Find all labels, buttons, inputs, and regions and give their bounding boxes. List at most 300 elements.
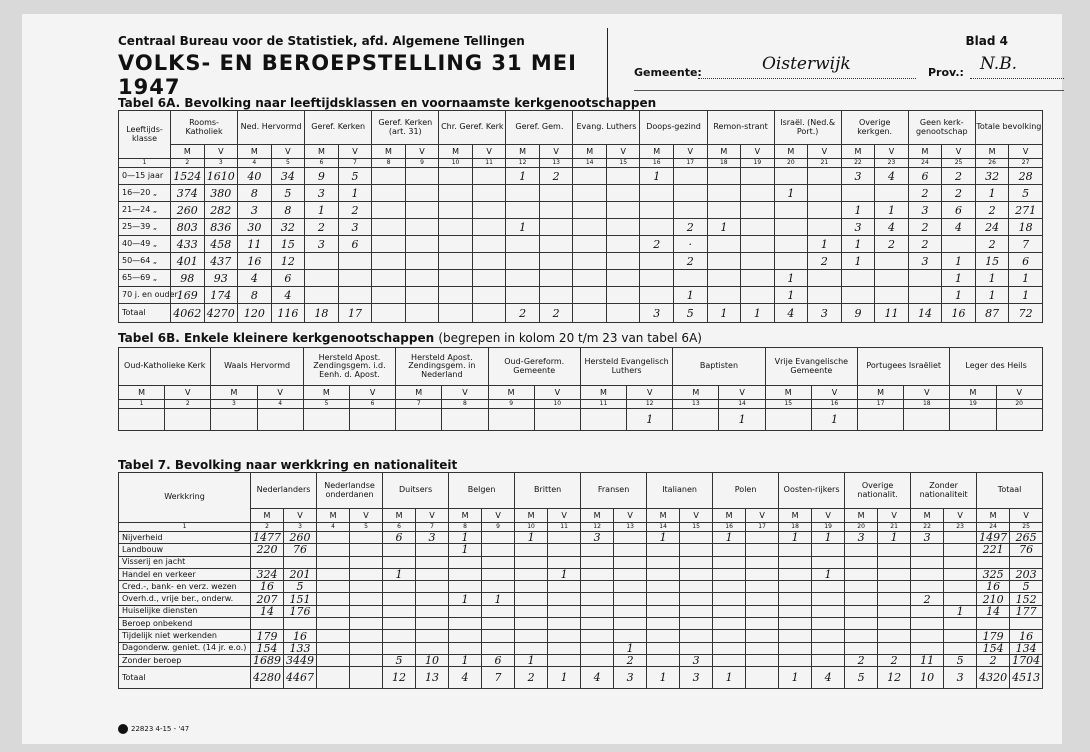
cell: 2 <box>878 654 911 666</box>
cell: 93 <box>204 270 238 287</box>
sex-header: V <box>1009 145 1043 159</box>
column-number: 9 <box>405 159 439 168</box>
cell <box>284 556 317 568</box>
sex-header: V <box>539 145 573 159</box>
cell <box>284 618 317 630</box>
sheet-number: Blad 4 <box>965 34 1008 48</box>
cell: 207 <box>251 593 284 605</box>
column-number: 1 <box>119 400 165 409</box>
cell: 2 <box>975 236 1009 253</box>
werkkring-row <box>119 544 1043 556</box>
cell <box>573 253 607 270</box>
cell <box>257 409 303 431</box>
header-divider <box>607 28 608 106</box>
cell <box>911 618 944 630</box>
sex-header: V <box>674 145 708 159</box>
werkkring-row <box>119 642 1043 654</box>
cell <box>449 581 482 593</box>
cell: 133 <box>284 642 317 654</box>
cell <box>647 605 680 617</box>
cell <box>449 605 482 617</box>
cell: 5 <box>271 185 305 202</box>
cell <box>845 630 878 642</box>
group-header: Oud-Gereform. Gemeente <box>488 348 580 386</box>
row-label: 40—49 „ <box>119 236 171 253</box>
cell <box>875 270 909 287</box>
group-header: Rooms-Katholiek <box>171 111 238 145</box>
group-header: Duitsers <box>383 473 449 509</box>
header-row-sex <box>119 145 1043 159</box>
header-row-groups <box>119 348 1043 386</box>
cell: 1 <box>875 202 909 219</box>
cell: 2 <box>845 654 878 666</box>
sex-header: M <box>911 509 944 523</box>
cell: 1 <box>515 532 548 544</box>
cell <box>439 304 473 323</box>
cell: 437 <box>204 253 238 270</box>
cell: 1 <box>338 185 372 202</box>
cell <box>317 654 350 666</box>
cell: 179 <box>251 630 284 642</box>
cell <box>640 219 674 236</box>
cell <box>707 287 741 304</box>
cell: 9 <box>305 168 339 185</box>
cell <box>713 605 746 617</box>
sex-header: V <box>349 386 395 400</box>
cell <box>680 618 713 630</box>
header-row-sex <box>119 386 1043 400</box>
cell: 1 <box>674 287 708 304</box>
row-label: Overh.d., vrije ber., onderw. <box>119 593 251 605</box>
cell <box>350 581 383 593</box>
cell <box>439 236 473 253</box>
cell: 4513 <box>1010 667 1043 689</box>
header-rule <box>634 90 1064 91</box>
sex-header: M <box>305 145 339 159</box>
cell: 3 <box>908 202 942 219</box>
column-number: 16 <box>811 400 857 409</box>
cell <box>515 642 548 654</box>
cell <box>539 270 573 287</box>
cell: 5 <box>1010 581 1043 593</box>
cell: 5 <box>845 667 878 689</box>
cell: 1689 <box>251 654 284 666</box>
cell <box>482 605 515 617</box>
sex-header: M <box>647 509 680 523</box>
cell: 154 <box>251 642 284 654</box>
cell <box>372 168 406 185</box>
cell <box>606 236 640 253</box>
cell: 4 <box>449 667 482 689</box>
cell <box>614 544 647 556</box>
column-number: 21 <box>878 523 911 532</box>
age-row <box>119 287 1043 304</box>
sex-header: M <box>449 509 482 523</box>
cell: 2 <box>808 253 842 270</box>
cell <box>774 219 808 236</box>
cell <box>858 409 904 431</box>
sex-header: V <box>812 509 845 523</box>
cell <box>707 236 741 253</box>
cell <box>472 253 506 270</box>
cell: · <box>674 236 708 253</box>
table-6b <box>118 347 1043 431</box>
age-row <box>119 185 1043 202</box>
column-number: 17 <box>858 400 904 409</box>
cell <box>439 202 473 219</box>
group-header: Israël. (Ned.& Port.) <box>774 111 841 145</box>
cell <box>779 605 812 617</box>
cell <box>779 568 812 580</box>
cell: 1 <box>719 409 765 431</box>
column-number: 20 <box>774 159 808 168</box>
cell <box>539 287 573 304</box>
cell <box>439 270 473 287</box>
cell <box>488 409 534 431</box>
cell: 1 <box>515 654 548 666</box>
cell: 2 <box>908 236 942 253</box>
cell: 221 <box>977 544 1010 556</box>
cell: 1 <box>647 532 680 544</box>
column-number: 20 <box>996 400 1042 409</box>
cell: 32 <box>975 168 1009 185</box>
cell <box>808 202 842 219</box>
prov-label: Prov.: <box>928 66 964 79</box>
header-row-sex <box>119 509 1043 523</box>
cell: 134 <box>1010 642 1043 654</box>
cell: 803 <box>171 219 205 236</box>
cell <box>350 605 383 617</box>
cell <box>911 568 944 580</box>
cell: 2 <box>908 185 942 202</box>
group-header: Belgen <box>449 473 515 509</box>
cell <box>548 581 581 593</box>
sex-header: M <box>841 145 875 159</box>
cell: 3 <box>305 185 339 202</box>
cell <box>878 581 911 593</box>
sex-header: M <box>580 386 626 400</box>
age-row <box>119 219 1043 236</box>
row-label: Beroep onbekend <box>119 618 251 630</box>
sex-header: M <box>303 386 349 400</box>
cell: 1 <box>975 185 1009 202</box>
cell: 98 <box>171 270 205 287</box>
cell <box>439 219 473 236</box>
cell: 5 <box>1009 185 1043 202</box>
cell: 169 <box>171 287 205 304</box>
cell: 3 <box>841 168 875 185</box>
row-label: 50—64 „ <box>119 253 171 270</box>
column-number: 17 <box>746 523 779 532</box>
cell <box>548 532 581 544</box>
row-head: Werkkring <box>119 473 251 523</box>
cell <box>573 168 607 185</box>
cell: 2 <box>911 593 944 605</box>
column-number: 4 <box>238 159 272 168</box>
cell <box>713 593 746 605</box>
column-number: 23 <box>875 159 909 168</box>
sex-header: V <box>904 386 950 400</box>
cell <box>383 618 416 630</box>
cell <box>349 409 395 431</box>
column-number: 6 <box>305 159 339 168</box>
column-number: 20 <box>845 523 878 532</box>
sex-header: M <box>673 386 719 400</box>
sex-header: M <box>713 509 746 523</box>
row-label: Cred.-, bank- en verz. wezen <box>119 581 251 593</box>
cell: 1 <box>449 532 482 544</box>
cell <box>317 532 350 544</box>
cell: 2 <box>539 304 573 323</box>
prov-line <box>970 78 1064 79</box>
cell: 151 <box>284 593 317 605</box>
cell <box>647 630 680 642</box>
cell <box>506 287 540 304</box>
group-header: Italianen <box>647 473 713 509</box>
cell <box>482 618 515 630</box>
sex-header: M <box>119 386 165 400</box>
cell <box>713 568 746 580</box>
row-label: 21—24 „ <box>119 202 171 219</box>
cell <box>439 168 473 185</box>
cell: 32 <box>271 219 305 236</box>
cell: 10 <box>911 667 944 689</box>
cell <box>878 544 911 556</box>
cell: 1 <box>627 409 673 431</box>
cell <box>808 168 842 185</box>
cell: 18 <box>1009 219 1043 236</box>
cell <box>581 618 614 630</box>
cell: 5 <box>338 168 372 185</box>
cell <box>548 605 581 617</box>
cell: 13 <box>416 667 449 689</box>
cell <box>317 568 350 580</box>
cell <box>774 236 808 253</box>
cell <box>383 630 416 642</box>
cell <box>482 642 515 654</box>
cell <box>674 168 708 185</box>
column-number: 26 <box>975 159 1009 168</box>
cell <box>707 168 741 185</box>
cell: 12 <box>271 253 305 270</box>
cell: 458 <box>204 236 238 253</box>
cell <box>449 556 482 568</box>
cell: 76 <box>1010 544 1043 556</box>
cell <box>383 605 416 617</box>
cell <box>1010 556 1043 568</box>
cell: 1 <box>774 287 808 304</box>
cell: 3 <box>416 532 449 544</box>
column-number: 19 <box>741 159 775 168</box>
column-number: 4 <box>257 400 303 409</box>
cell <box>350 654 383 666</box>
cell <box>548 654 581 666</box>
cell <box>774 168 808 185</box>
cell: 3 <box>581 532 614 544</box>
column-number: 19 <box>812 523 845 532</box>
cell <box>372 185 406 202</box>
row-label: Landbouw <box>119 544 251 556</box>
cell <box>548 556 581 568</box>
cell <box>573 185 607 202</box>
cell <box>606 287 640 304</box>
group-header: Britten <box>515 473 581 509</box>
cell: 72 <box>1009 304 1043 323</box>
cell <box>779 544 812 556</box>
werkkring-row <box>119 556 1043 568</box>
cell: 24 <box>975 219 1009 236</box>
cell <box>317 544 350 556</box>
total-row <box>119 304 1043 323</box>
cell: 120 <box>238 304 272 323</box>
cell <box>845 605 878 617</box>
cell: 1 <box>741 304 775 323</box>
row-label: Totaal <box>119 304 171 323</box>
cell <box>845 568 878 580</box>
cell: 174 <box>204 287 238 304</box>
group-header: Geref. Kerken (art. 31) <box>372 111 439 145</box>
cell <box>713 618 746 630</box>
cell: 220 <box>251 544 284 556</box>
header-row-numbers <box>119 159 1043 168</box>
group-header: Portugees Israëliet <box>858 348 950 386</box>
cell <box>911 605 944 617</box>
cell: 2 <box>908 219 942 236</box>
cell: 4280 <box>251 667 284 689</box>
cell <box>640 202 674 219</box>
row-label: 65—69 „ <box>119 270 171 287</box>
cell <box>977 618 1010 630</box>
cell <box>875 287 909 304</box>
cell: 5 <box>284 581 317 593</box>
sex-header: V <box>606 145 640 159</box>
cell: 2 <box>674 253 708 270</box>
cell <box>506 185 540 202</box>
cell <box>506 253 540 270</box>
column-number: 3 <box>284 523 317 532</box>
cell <box>581 630 614 642</box>
cell: 3 <box>238 202 272 219</box>
cell <box>338 287 372 304</box>
cell <box>779 556 812 568</box>
sex-header: V <box>350 509 383 523</box>
cell <box>405 287 439 304</box>
cell <box>449 630 482 642</box>
cell <box>779 581 812 593</box>
cell <box>878 605 911 617</box>
cell <box>416 556 449 568</box>
cell <box>1010 618 1043 630</box>
cell <box>534 409 580 431</box>
cell: 1497 <box>977 532 1010 544</box>
cell <box>472 236 506 253</box>
cell <box>439 185 473 202</box>
column-number: 25 <box>942 159 976 168</box>
sex-header: V <box>808 145 842 159</box>
cell <box>812 544 845 556</box>
row-label: Handel en verkeer <box>119 568 251 580</box>
column-number: 8 <box>449 523 482 532</box>
cell <box>581 544 614 556</box>
cell <box>812 593 845 605</box>
cell: 7 <box>482 667 515 689</box>
cell <box>779 618 812 630</box>
column-number: 5 <box>350 523 383 532</box>
column-number: 12 <box>581 523 614 532</box>
cell: 10 <box>416 654 449 666</box>
cell: 3 <box>305 236 339 253</box>
cell <box>573 304 607 323</box>
group-header: Waals Hervormd <box>211 348 303 386</box>
werkkring-row <box>119 532 1043 544</box>
cell: 1 <box>944 605 977 617</box>
cell <box>383 544 416 556</box>
sex-header: M <box>707 145 741 159</box>
cell <box>878 642 911 654</box>
cell: 3 <box>640 304 674 323</box>
cell: 1 <box>774 185 808 202</box>
cell <box>812 618 845 630</box>
cell <box>482 544 515 556</box>
cell <box>680 630 713 642</box>
sex-header: M <box>640 145 674 159</box>
column-number: 5 <box>271 159 305 168</box>
cell: 40 <box>238 168 272 185</box>
group-header: Zonder nationaliteit <box>911 473 977 509</box>
cell <box>746 568 779 580</box>
cell <box>647 544 680 556</box>
cell <box>472 168 506 185</box>
group-header: Chr. Geref. Kerk <box>439 111 506 145</box>
cell: 1 <box>707 219 741 236</box>
header-row-groups <box>119 473 1043 509</box>
cell <box>383 556 416 568</box>
cell <box>317 618 350 630</box>
cell <box>680 544 713 556</box>
cell <box>845 618 878 630</box>
group-header: Overige nationalit. <box>845 473 911 509</box>
cell <box>539 202 573 219</box>
cell <box>515 618 548 630</box>
cell <box>908 270 942 287</box>
cell <box>506 270 540 287</box>
cell: 4 <box>875 219 909 236</box>
cell <box>303 409 349 431</box>
header-row-numbers <box>119 400 1043 409</box>
group-header: Doops-gezind <box>640 111 707 145</box>
age-row <box>119 168 1043 185</box>
data-row <box>119 409 1043 431</box>
cell: 6 <box>1009 253 1043 270</box>
cell <box>680 581 713 593</box>
cell <box>515 556 548 568</box>
cell <box>350 630 383 642</box>
cell <box>573 219 607 236</box>
cell: 116 <box>271 304 305 323</box>
group-header: Nederlandse onderdanen <box>317 473 383 509</box>
column-number: 15 <box>680 523 713 532</box>
cell <box>383 581 416 593</box>
cell: 3 <box>808 304 842 323</box>
age-row <box>119 253 1043 270</box>
column-number: 18 <box>904 400 950 409</box>
sex-header: M <box>774 145 808 159</box>
cell <box>515 605 548 617</box>
cell: 7 <box>1009 236 1043 253</box>
row-label: Totaal <box>119 667 251 689</box>
group-header: Polen <box>713 473 779 509</box>
cell <box>317 630 350 642</box>
